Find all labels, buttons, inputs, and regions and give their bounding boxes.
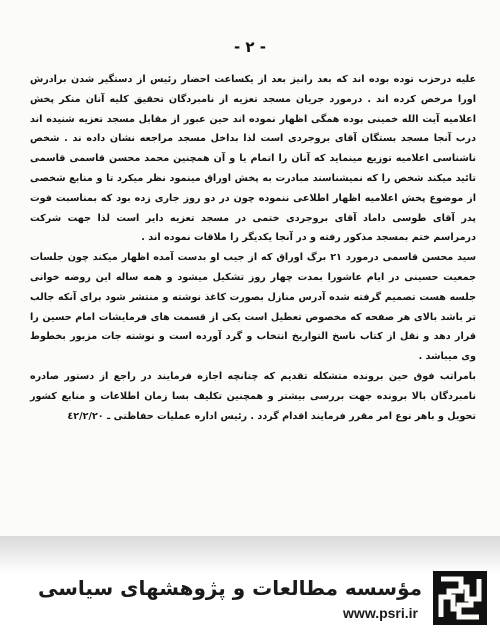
institute-website-link[interactable]: www.psri.ir <box>343 605 418 621</box>
paragraph-1: علیه درحزب توده بوده اند که بعد رانیز بعد از یکساعت احضار رئیس از دستگیر شدن برادرش اورا مرخص کرده اند . درمورد جریان مسجد تعزیه از نامبردگان تحقیق کلیه آنان منکر پخش اعلامیه آیت الله خمینی بوده همگی اظهار نموده اند حین عبور از مقابل مسجد تعزیه شنیده اند درب آنجا مسجد بستگان آقای بروجردی است لذا بداخل مسجد مراجعه نشان داده ند . شخص ناشناسی اعلامیه توزیع مینماید که آنان را اتمام یا و آن همچنین محمد محسن قاسمی قاسمی تائید میکند شخص را که نمیشناسند مبادرت به پخش اوراق مینمود نظر میکرد تا و منابع شخصی از موضوع پخش اعلامیه اظهار اطلاعی ننموده چون در دو روز جاری زده بود که بمناسبت فوت پدر آقای طوسی داماد آقای بروجردی ختمی در مسجد تعزیه دایر است لذا جهت شرکت درمراسم ختم بمسجد مذکور رفته و در آنجا یکدیگر را ملاقات نموده اند . <box>30 74 476 244</box>
document-body <box>30 70 476 426</box>
paragraph-2: سید محسن قاسمی درمورد ٢١ برگ اوراق که از جیب او بدست آمده اظهار میکند چون جلسات جمعیت حسینی در ایام عاشورا بمدت چهار روز تشکیل میشود و همه ساله این روضه خوانی جلسه هست تصمیم گرفته شده آدرس منازل بصورت کاغذ نوشته و منتشر شود برای آنکه جالب تر باشد بالای هر صفحه که مخصوص تعطیل است یکی از قسمت های فرمایشات امام حسین را قرار دهد و نقل از کتاب ناسخ التواریخ انتخاب و گرد آورده است و نوشته جات مزبور بخطوط وی میباشد . <box>30 252 477 363</box>
psri-logo-icon <box>433 571 487 625</box>
page-number: - ٢ - <box>233 38 267 56</box>
paragraph-3: بامراتب فوق حین برونده متشکله تقدیم که چنانچه اجازه فرمایند در راجع از دستور صادره نامبردگان بالا برونده جهت بررسی بیشتر و همچنین تکلیف بسا زمان اطلاعات و منابع کشور تحویل و باهر نوع امر مقرر فرمایند اقدام گردد . رئیس اداره عملیات حفاظتی ـ ٤٢/٢/٢٠ <box>30 370 476 422</box>
institute-name: مؤسسه مطالعات و پژوهشهای سیاسی <box>37 576 422 600</box>
